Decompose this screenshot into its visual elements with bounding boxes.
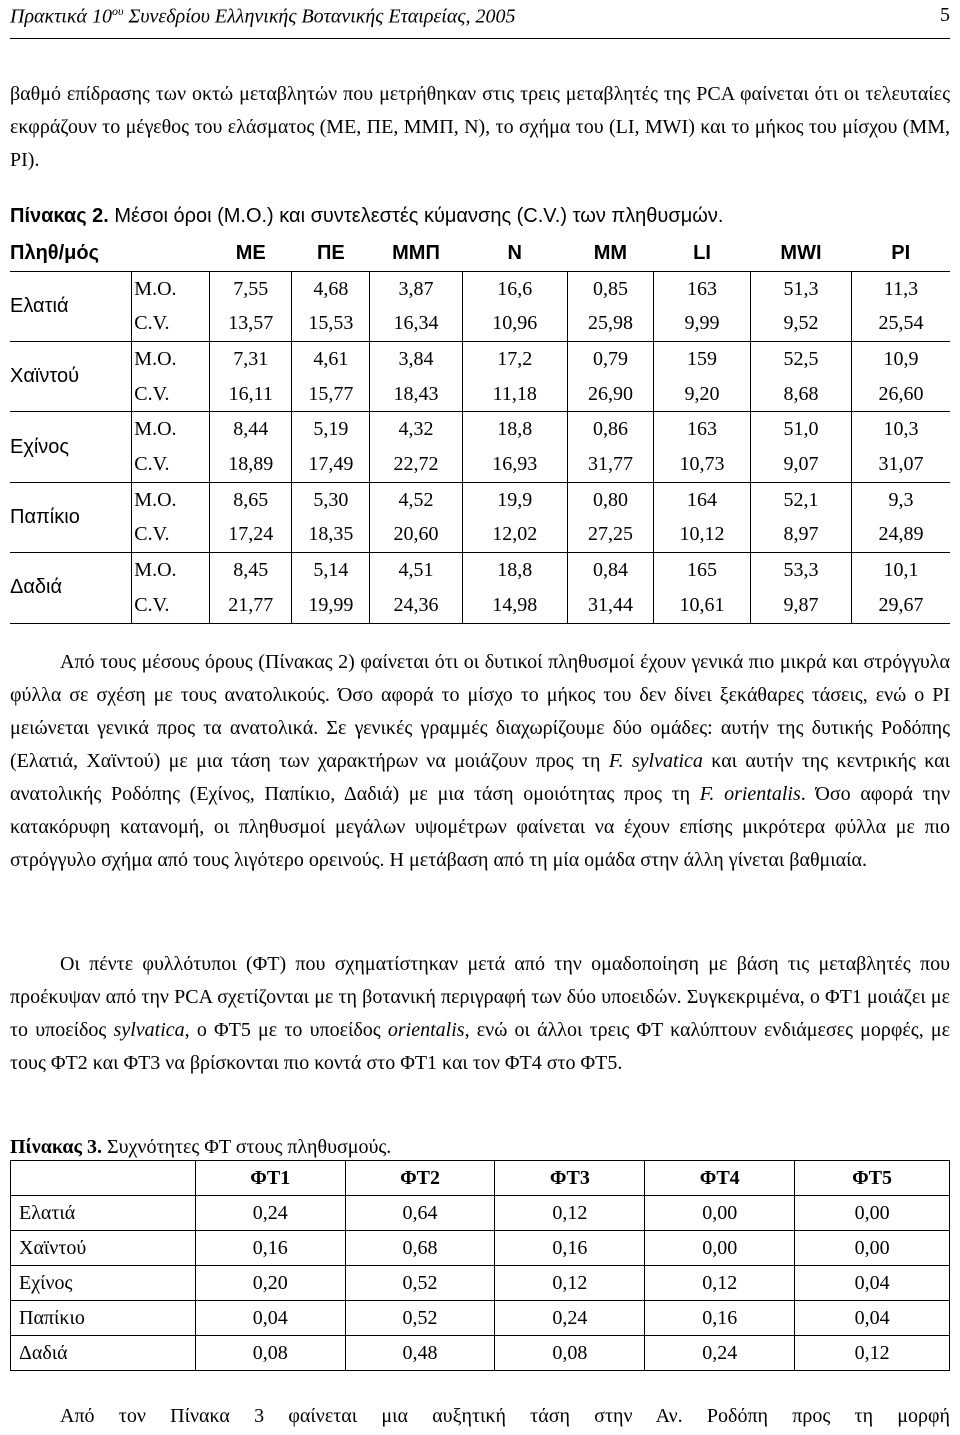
population-name: Ελατιά xyxy=(10,271,132,341)
table2-cell: 0,86 xyxy=(567,412,653,447)
table3-cell: 0,16 xyxy=(195,1231,345,1266)
table3-header-row xyxy=(11,1161,950,1196)
table3-cell: 0,04 xyxy=(795,1266,950,1301)
proceedings-title: Πρακτικά $10^{o\upsilon}$ Συνεδρίου Ελληνικής Βοτανικής Εταιρείας, 2005 xyxy=(10,4,516,28)
table2-cell: 10,3 xyxy=(851,412,950,447)
population-name: Χαϊντού xyxy=(11,1231,196,1266)
table2-cell: 52,5 xyxy=(750,342,851,377)
table2-cell: 0,84 xyxy=(567,553,653,588)
population-name: Παπίκιο xyxy=(11,1301,196,1336)
table3-col-header: ΦΤ1 xyxy=(195,1161,345,1196)
table2-cell: 20,60 xyxy=(370,518,462,553)
population-name: Παπίκιο xyxy=(10,482,132,552)
table2-cell: 8,45 xyxy=(210,553,292,588)
statistic-label: C.V. xyxy=(132,306,210,341)
table2-cell: 4,52 xyxy=(370,482,462,517)
table3-cell: 0,24 xyxy=(645,1336,795,1371)
table2-cell: 19,9 xyxy=(462,482,567,517)
table2-caption: Πίνακας 2. Μέσοι όροι (Μ.Ο.) και συντελεστές κύμανσης (C.V.) των πληθυσμών. xyxy=(10,205,724,227)
table2-cell: 16,93 xyxy=(462,447,567,482)
table2-cell: 165 xyxy=(654,553,751,588)
table2-cell: 17,49 xyxy=(292,447,370,482)
page-number: 5 xyxy=(940,4,950,26)
table2-cell: 18,43 xyxy=(370,377,462,412)
table2-cell: 51,3 xyxy=(750,271,851,306)
table2-cell: 4,61 xyxy=(292,342,370,377)
table2-cell: 8,97 xyxy=(750,518,851,553)
table2-cell: 24,89 xyxy=(851,518,950,553)
table2-cell: 16,34 xyxy=(370,306,462,341)
table2-col-header: Ν xyxy=(462,236,567,271)
table2-cell: 4,68 xyxy=(292,271,370,306)
table2-cell: 0,79 xyxy=(567,342,653,377)
table2-header-row xyxy=(10,236,950,271)
table3-cell: 0,00 xyxy=(795,1231,950,1266)
table2-cell: 31,07 xyxy=(851,447,950,482)
table2-cell: 7,55 xyxy=(210,271,292,306)
table2-row-mo xyxy=(10,271,950,306)
table3-cell: 0,52 xyxy=(345,1301,495,1336)
table2-cell: 25,98 xyxy=(567,306,653,341)
table2-cell: 8,68 xyxy=(750,377,851,412)
table2-cell: 5,19 xyxy=(292,412,370,447)
table2-cell: 24,36 xyxy=(370,588,462,623)
table2-cell: 3,84 xyxy=(370,342,462,377)
table2-cell: 26,60 xyxy=(851,377,950,412)
table2-cell: 5,30 xyxy=(292,482,370,517)
table2-cell: 14,98 xyxy=(462,588,567,623)
table3-cell: 0,08 xyxy=(495,1336,645,1371)
table2-cell: 10,61 xyxy=(654,588,751,623)
table3-cell: 0,04 xyxy=(795,1301,950,1336)
table2-cell: 163 xyxy=(654,412,751,447)
header-rule xyxy=(10,38,950,39)
table2-cell: 9,20 xyxy=(654,377,751,412)
table3-cell: 0,12 xyxy=(795,1336,950,1371)
table2-cell: 9,07 xyxy=(750,447,851,482)
statistic-label: Μ.Ο. xyxy=(132,482,210,517)
population-name: Εχίνος xyxy=(11,1266,196,1301)
statistic-label: Μ.Ο. xyxy=(132,342,210,377)
table3-cell: 0,64 xyxy=(345,1196,495,1231)
table3-cell: 0,12 xyxy=(495,1266,645,1301)
table3-cell: 0,12 xyxy=(495,1196,645,1231)
table2-row-cv xyxy=(10,377,950,412)
statistic-label: Μ.Ο. xyxy=(132,553,210,588)
table2-cell: 164 xyxy=(654,482,751,517)
table2-col-header: ΠΕ xyxy=(292,236,370,271)
table2-cell: 15,53 xyxy=(292,306,370,341)
table2-col-header: ΜΜΠ xyxy=(370,236,462,271)
table3-cell: 0,52 xyxy=(345,1266,495,1301)
table2-col-header: ΜΕ xyxy=(210,236,292,271)
table2-row-cv xyxy=(10,518,950,553)
table2-cell: 53,3 xyxy=(750,553,851,588)
table2-cell: 11,18 xyxy=(462,377,567,412)
table2-cell: 4,51 xyxy=(370,553,462,588)
table2-row-mo xyxy=(10,412,950,447)
table3-cell: 0,00 xyxy=(645,1196,795,1231)
table2-cell: 8,65 xyxy=(210,482,292,517)
table2-cell: 9,99 xyxy=(654,306,751,341)
table2-cell: 12,02 xyxy=(462,518,567,553)
table2-row-mo xyxy=(10,482,950,517)
table2-cell: 9,87 xyxy=(750,588,851,623)
table2-means-cv xyxy=(10,236,950,624)
table2-cell: 29,67 xyxy=(851,588,950,623)
running-header xyxy=(10,4,950,28)
table2-col-header: Πληθ/μός xyxy=(10,236,210,271)
table2-cell: 22,72 xyxy=(370,447,462,482)
table2-cell: 31,44 xyxy=(567,588,653,623)
table2-col-header: LI xyxy=(654,236,751,271)
table2-cell: 0,85 xyxy=(567,271,653,306)
table2-cell: 10,12 xyxy=(654,518,751,553)
table2-cell: 17,2 xyxy=(462,342,567,377)
population-name: Χαϊντού xyxy=(10,342,132,412)
table2-cell: 11,3 xyxy=(851,271,950,306)
leaf-types-paragraph: Οι πέντε φυλλότυποι (ΦΤ) που σχηματίστηκαν μετά από την ομαδοποίηση με βάση τις μεταβλητές που προέκυψαν από την PCA σχετίζονται με τη βοτανική περιγραφή των δύο υποειδών. Συγκεκριμένα, ο ΦΤ1 μοιάζει με το υποείδος sylvatica, ο ΦΤ5 με το υποείδος orientalis, ενώ οι άλλοι τρεις ΦΤ καλύπτουν ενδιάμεσες μορφές, με τους ΦΤ2 και ΦΤ3 να βρίσκονται πιο κοντά στο ΦΤ1 και τον ΦΤ4 στο ΦΤ5. xyxy=(10,953,951,1074)
table3-row xyxy=(11,1231,950,1266)
table2-cell: 0,80 xyxy=(567,482,653,517)
table2-cell: 13,57 xyxy=(210,306,292,341)
table3-cell: 0,24 xyxy=(495,1301,645,1336)
table2-cell: 10,96 xyxy=(462,306,567,341)
table3-cell: 0,48 xyxy=(345,1336,495,1371)
table3-col-header: ΦΤ3 xyxy=(495,1161,645,1196)
table2-cell: 5,14 xyxy=(292,553,370,588)
table2-col-header: MWI xyxy=(750,236,851,271)
table2-row-cv xyxy=(10,306,950,341)
table2-cell: 163 xyxy=(654,271,751,306)
results-paragraph: Από τους μέσους όρους (Πίνακας 2) φαίνεται ότι οι δυτικοί πληθυσμοί έχουν γενικά πιο μικρά και στρόγγυλα φύλλα σε σχέση με τους ανατολικούς. Όσο αφορά το μίσχο το μήκος του δεν δίνει ξεκάθαρες τάσεις, ενώ ο PI μειώνεται γενικά προς τα ανατολικά. Σε γενικές γραμμές διαχωρίζουμε δύο ομάδες: αυτήν της δυτικής Ροδόπης (Ελατιά, Χαϊντού) με μια τάση των χαρακτήρων να μοιάζουν προς τη F. sylvatica και αυτήν της κεντρικής και ανατολικής Ροδόπης (Εχίνος, Παπίκιο, Δαδιά) με μια τάση ομοιότητας προς τη F. orientalis. Όσο αφορά την κατακόρυφη κατανομή, οι πληθυσμοί μεγάλων υψομέτρων φαίνεται να έχουν επίσης μικρότερα φύλλα με πιο στρόγγυλο σχήμα από τους λιγότερο ορεινούς. Η μετάβαση από τη μία ομάδα στην άλλη γίνεται βαθμιαία. xyxy=(10,651,951,871)
table3-row xyxy=(11,1196,950,1231)
table2-cell: 17,24 xyxy=(210,518,292,553)
table2-cell: 10,9 xyxy=(851,342,950,377)
table2-cell: 52,1 xyxy=(750,482,851,517)
table3-row xyxy=(11,1266,950,1301)
table2-row-mo xyxy=(10,553,950,588)
table2-row-cv xyxy=(10,588,950,623)
intro-paragraph: βαθμό επίδρασης των οκτώ μεταβλητών που μετρήθηκαν στις τρεις μεταβλητές της PCA φαίνεται ότι οι τελευταίες εκφράζουν το μέγεθος του ελάσματος (ΜΕ, ΠΕ, ΜΜΠ, Ν), το σχήμα του (LI, MWI) και το μήκος του μίσχου (ΜΜ, PI). xyxy=(10,83,950,171)
table3-cell: 0,04 xyxy=(195,1301,345,1336)
table3-row xyxy=(11,1336,950,1371)
population-name: Δαδιά xyxy=(11,1336,196,1371)
population-name: Εχίνος xyxy=(10,412,132,482)
statistic-label: Μ.Ο. xyxy=(132,412,210,447)
table2-col-header: PI xyxy=(851,236,950,271)
table3-cell: 0,00 xyxy=(795,1196,950,1231)
table2-cell: 31,77 xyxy=(567,447,653,482)
table2-cell: 15,77 xyxy=(292,377,370,412)
table2-col-header: ΜΜ xyxy=(567,236,653,271)
statistic-label: C.V. xyxy=(132,447,210,482)
table2-cell: 3,87 xyxy=(370,271,462,306)
statistic-label: C.V. xyxy=(132,518,210,553)
table3-cell: 0,08 xyxy=(195,1336,345,1371)
table2-cell: 27,25 xyxy=(567,518,653,553)
population-name: Ελατιά xyxy=(11,1196,196,1231)
table2-cell: 18,8 xyxy=(462,553,567,588)
table3-col-header xyxy=(11,1161,196,1196)
table2-cell: 4,32 xyxy=(370,412,462,447)
table2-cell: 26,90 xyxy=(567,377,653,412)
table3-cell: 0,20 xyxy=(195,1266,345,1301)
statistic-label: C.V. xyxy=(132,588,210,623)
table2-cell: 16,11 xyxy=(210,377,292,412)
table2-cell: 10,1 xyxy=(851,553,950,588)
table2-cell: 9,3 xyxy=(851,482,950,517)
statistic-label: Μ.Ο. xyxy=(132,271,210,306)
table3-col-header: ΦΤ4 xyxy=(645,1161,795,1196)
table2-cell: 10,73 xyxy=(654,447,751,482)
table3-cell: 0,16 xyxy=(645,1301,795,1336)
table2-cell: 7,31 xyxy=(210,342,292,377)
table2-cell: 18,35 xyxy=(292,518,370,553)
table2-cell: 51,0 xyxy=(750,412,851,447)
final-line: Από τον Πίνακα 3 φαίνεται μια αυξητική τάση στην Αν. Ροδόπη προς τη μορφή xyxy=(60,1405,950,1427)
table3-frequencies xyxy=(10,1160,950,1371)
table2-row-cv xyxy=(10,447,950,482)
table3-cell: 0,00 xyxy=(645,1231,795,1266)
table2-cell: 18,8 xyxy=(462,412,567,447)
table2-cell: 25,54 xyxy=(851,306,950,341)
population-name: Δαδιά xyxy=(10,553,132,623)
table2-cell: 159 xyxy=(654,342,751,377)
table2-cell: 8,44 xyxy=(210,412,292,447)
table2-row-mo xyxy=(10,342,950,377)
table3-cell: 0,16 xyxy=(495,1231,645,1266)
table2-cell: 9,52 xyxy=(750,306,851,341)
table3-cell: 0,68 xyxy=(345,1231,495,1266)
table3-caption: Πίνακας 3. Συχνότητες ΦΤ στους πληθυσμούς. xyxy=(10,1136,392,1158)
table2-cell: 18,89 xyxy=(210,447,292,482)
table3-row xyxy=(11,1301,950,1336)
table3-col-header: ΦΤ5 xyxy=(795,1161,950,1196)
statistic-label: C.V. xyxy=(132,377,210,412)
table3-col-header: ΦΤ2 xyxy=(345,1161,495,1196)
table2-cell: 16,6 xyxy=(462,271,567,306)
table2-cell: 21,77 xyxy=(210,588,292,623)
table3-cell: 0,12 xyxy=(645,1266,795,1301)
table2-cell: 19,99 xyxy=(292,588,370,623)
table3-cell: 0,24 xyxy=(195,1196,345,1231)
